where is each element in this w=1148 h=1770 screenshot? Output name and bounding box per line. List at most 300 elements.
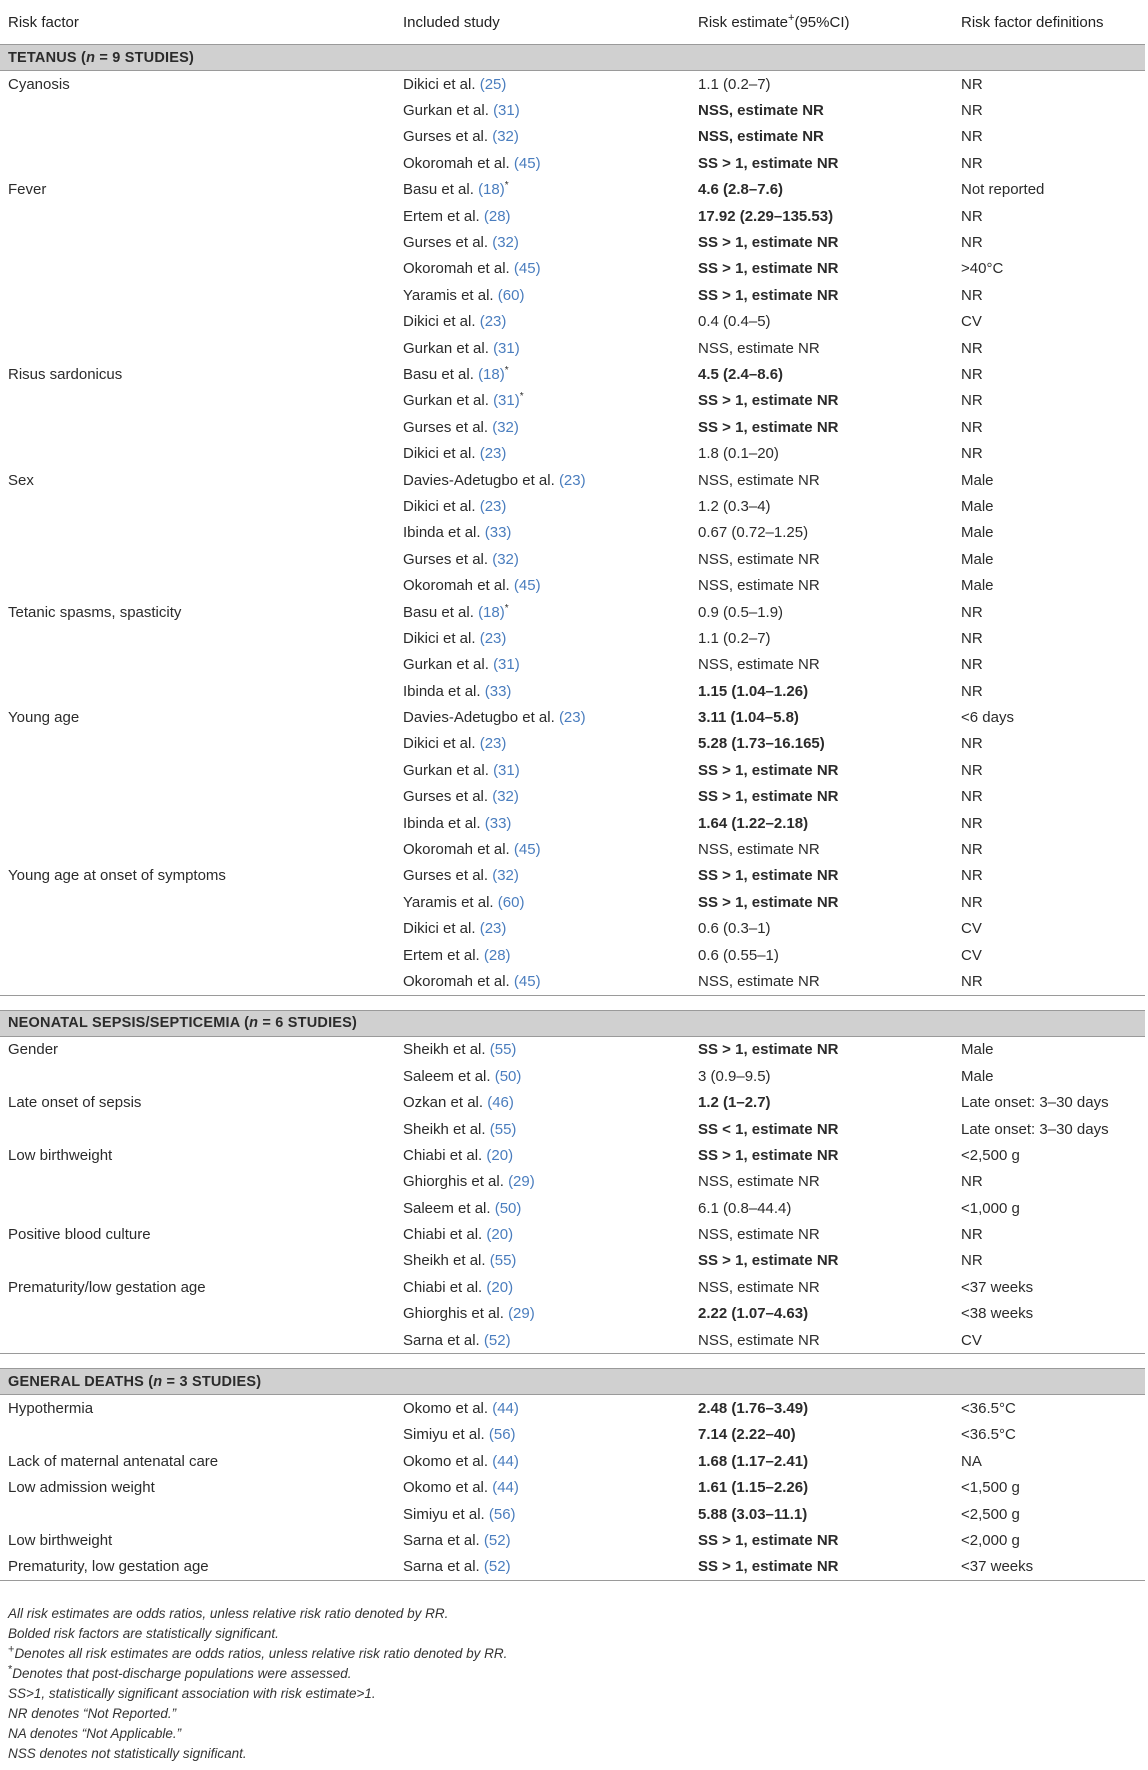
definition-cell: CV — [961, 920, 982, 938]
footnote-text: SS>1, statistically significant association with risk estimate>1. — [8, 1686, 376, 1701]
study-reference: (56) — [488, 1426, 516, 1444]
included-study-cell — [395, 388, 690, 414]
risk-factor-cell: Risus sardonicus — [8, 365, 123, 383]
study-reference: (45) — [513, 260, 541, 278]
included-study-cell — [395, 1527, 690, 1553]
definition-cell: NR — [961, 1173, 983, 1191]
included-study-cell — [395, 1248, 690, 1274]
study-reference: (56) — [488, 1505, 516, 1523]
included-study-cell — [395, 124, 690, 150]
risk-factor-cell — [0, 1248, 395, 1274]
study-reference: (60) — [497, 286, 525, 304]
included-study-cell — [395, 625, 690, 651]
risk-estimate-cell: NSS, estimate NR — [690, 968, 953, 995]
included-study-cell — [395, 863, 690, 889]
risk-factor-cell — [0, 546, 395, 572]
risk-estimate-cell: SS > 1, estimate NR — [698, 154, 839, 172]
risk-estimate-cell: 1.1 (0.2–7) — [698, 629, 771, 647]
risk-factor-cell — [0, 1116, 395, 1142]
study-name: Dikici et al. — [403, 920, 476, 938]
study-reference: (31) — [493, 339, 520, 357]
risk-factor-cell — [0, 388, 395, 414]
definition-cell: <37 weeks — [961, 1278, 1034, 1296]
risk-factor-cell — [0, 757, 395, 783]
study-reference: (52) — [483, 1558, 511, 1576]
footnote — [8, 1624, 1128, 1644]
included-study-cell — [395, 968, 690, 995]
included-study-cell — [395, 203, 690, 229]
risk-estimate-cell: SS > 1, estimate NR — [698, 418, 839, 436]
study-reference: (31) — [493, 761, 520, 779]
table-row — [0, 1142, 1145, 1168]
study-reference: (32) — [492, 128, 519, 146]
risk-estimate-cell: SS > 1, estimate NR — [698, 788, 839, 806]
study-name: Ibinda et al. — [403, 682, 481, 700]
definition-cell: Late onset: 3–30 days — [961, 1094, 1109, 1112]
risk-factor-cell — [0, 493, 395, 519]
study-name: Gurkan et al. — [403, 339, 489, 357]
risk-estimate-cell: 5.88 (3.03–11.1) — [698, 1505, 808, 1523]
definition-cell: NR — [961, 761, 983, 779]
definition-cell: NR — [961, 656, 983, 674]
included-study-cell — [395, 1475, 690, 1501]
risk-estimate-cell: NSS, estimate NR — [698, 102, 824, 120]
study-asterisk: * — [504, 364, 509, 376]
study-name: Gurses et al. — [403, 550, 489, 568]
risk-factor-cell — [0, 1422, 395, 1448]
risk-estimate-cell: NSS, estimate NR — [698, 656, 820, 674]
table-row — [0, 520, 1145, 546]
risk-factor-cell — [0, 150, 395, 176]
risk-factor-cell: Young age at onset of symptoms — [8, 867, 226, 885]
risk-estimate-cell: SS > 1, estimate NR — [698, 1146, 839, 1164]
risk-estimate-cell: 1.15 (1.04–1.26) — [698, 682, 809, 700]
table-row — [0, 1036, 1145, 1063]
table-row — [0, 1089, 1145, 1115]
risk-estimate-cell: 1.61 (1.15–2.26) — [698, 1479, 809, 1497]
risk-factor-cell — [0, 968, 395, 995]
section-label-italic: n — [249, 1015, 259, 1032]
included-study-cell — [395, 784, 690, 810]
table-row — [0, 1554, 1145, 1581]
included-study-cell — [395, 150, 690, 176]
definition-cell: NR — [961, 207, 983, 225]
included-study-cell — [395, 177, 690, 203]
definition-cell: NR — [961, 128, 983, 146]
definition-cell: Male — [961, 550, 994, 568]
study-name: Sheikh et al. — [403, 1252, 486, 1270]
definition-cell: <2,000 g — [961, 1532, 1020, 1549]
study-name: Okomo et al. — [403, 1400, 489, 1418]
definition-cell: <2,500 g — [961, 1505, 1020, 1523]
included-study-cell — [395, 229, 690, 255]
included-study-cell — [395, 836, 690, 862]
definition-cell: NR — [961, 1226, 983, 1244]
included-study-cell — [395, 414, 690, 440]
study-reference: (55) — [489, 1252, 517, 1270]
study-name: Sarna et al. — [403, 1331, 480, 1349]
study-name: Saleem et al. — [403, 1199, 491, 1217]
section-header-row — [0, 1010, 1145, 1036]
risk-estimate-cell: NSS, estimate NR — [698, 471, 820, 489]
risk-factor-cell — [0, 335, 395, 361]
included-study-cell — [395, 335, 690, 361]
included-study-cell — [395, 546, 690, 572]
study-reference: (23) — [479, 497, 507, 515]
footnote-text: Bolded risk factors are statistically significant. — [8, 1626, 279, 1641]
definition-cell: NR — [961, 629, 983, 647]
study-name: Ertem et al. — [403, 207, 480, 225]
definition-cell: <38 weeks — [961, 1305, 1034, 1323]
study-name: Chiabi et al. — [403, 1146, 483, 1164]
study-reference: (33) — [484, 682, 512, 700]
study-reference: (23) — [479, 629, 507, 647]
study-reference: (20) — [486, 1146, 514, 1164]
study-name: Ibinda et al. — [403, 524, 481, 542]
risk-estimate-cell: 5.28 (1.73–16.165) — [698, 735, 825, 753]
risk-factor-cell — [0, 1169, 395, 1195]
risk-factor-cell — [0, 652, 395, 678]
risk-estimate-cell: SS > 1, estimate NR — [698, 1532, 839, 1549]
study-reference: (44) — [492, 1452, 519, 1470]
study-name: Yaramis et al. — [403, 286, 494, 304]
risk-estimate-cell: SS > 1, estimate NR — [698, 392, 839, 410]
risk-estimate-cell: NSS, estimate NR — [698, 339, 820, 357]
footnote — [8, 1704, 1128, 1724]
table-row — [0, 1116, 1145, 1142]
table-row — [0, 1475, 1145, 1501]
study-reference: (31) — [493, 656, 520, 674]
risk-estimate-cell: NSS, estimate NR — [690, 1327, 953, 1354]
footnote-symbol: + — [8, 1643, 15, 1656]
included-study-cell — [395, 1501, 690, 1527]
header-included-study: Included study — [395, 0, 690, 45]
risk-factor-cell — [0, 836, 395, 862]
definition-cell: NR — [961, 339, 983, 357]
footnote-text: Denotes all risk estimates are odds ratios, unless relative risk ratio denoted by RR. — [14, 1646, 508, 1661]
risk-estimate-cell: SS > 1, estimate NR — [698, 286, 839, 304]
included-study-cell — [395, 256, 690, 282]
included-study-cell — [395, 71, 690, 98]
included-study-cell — [395, 440, 690, 466]
definition-cell: NR — [961, 392, 983, 410]
spacer-cell — [0, 995, 1145, 1010]
table-row — [0, 256, 1145, 282]
table-row — [0, 1195, 1145, 1221]
risk-estimate-cell: 0.6 (0.3–1) — [698, 920, 771, 938]
table-row — [0, 678, 1145, 704]
footnote — [8, 1724, 1128, 1744]
footnote-text: NSS denotes not statistically significant. — [8, 1746, 247, 1761]
table-row — [0, 309, 1145, 335]
included-study-cell — [395, 757, 690, 783]
definition-cell: NR — [961, 102, 983, 120]
definition-cell: CV — [953, 1327, 1145, 1354]
table-row — [0, 493, 1145, 519]
included-study-cell — [395, 1063, 690, 1089]
risk-factor-cell — [0, 124, 395, 150]
table-row — [0, 942, 1145, 968]
included-study-cell — [395, 572, 690, 598]
table-row — [0, 1274, 1145, 1300]
study-reference: (32) — [492, 234, 519, 252]
table-body — [0, 45, 1145, 1581]
risk-factor-cell: Low birthweight — [8, 1146, 113, 1164]
definition-cell: >40°C — [961, 260, 1004, 278]
risk-estimate-cell: 1.64 (1.22–2.18) — [698, 814, 809, 832]
risk-factor-cell — [0, 440, 395, 466]
table-row — [0, 757, 1145, 783]
study-name: Okomo et al. — [403, 1479, 489, 1497]
study-name: Simiyu et al. — [403, 1505, 485, 1523]
definition-cell: NR — [961, 893, 983, 911]
study-reference: (60) — [497, 893, 525, 911]
study-name: Sarna et al. — [403, 1532, 480, 1549]
study-name: Basu et al. — [403, 181, 474, 199]
definition-cell: NR — [961, 682, 983, 700]
study-name: Okoromah et al. — [403, 577, 510, 595]
study-reference: (29) — [508, 1305, 535, 1323]
table-row — [0, 414, 1145, 440]
section-label-rest: = 6 STUDIES) — [258, 1015, 358, 1032]
section-label-rest: = 9 STUDIES) — [95, 49, 195, 66]
included-study-cell — [395, 520, 690, 546]
study-name: Dikici et al. — [403, 445, 476, 463]
definition-cell: <1,500 g — [961, 1479, 1020, 1497]
included-study-cell — [395, 916, 690, 942]
risk-estimate-cell: 0.67 (0.72–1.25) — [698, 524, 809, 542]
included-study-cell — [395, 1274, 690, 1300]
study-reference: (45) — [513, 972, 541, 990]
included-study-cell — [395, 1089, 690, 1115]
footnote-text: NR denotes “Not Reported.” — [8, 1706, 177, 1721]
study-reference: (18) — [478, 365, 505, 383]
included-study-cell — [395, 467, 690, 493]
table-row — [0, 546, 1145, 572]
risk-estimate-cell: 3 (0.9–9.5) — [698, 1067, 771, 1085]
definition-cell: Male — [961, 1067, 994, 1085]
risk-factor-cell — [0, 889, 395, 915]
definition-cell: NR — [961, 788, 983, 806]
definition-cell: <36.5°C — [961, 1426, 1016, 1444]
risk-factor-cell — [0, 572, 395, 598]
study-reference: (32) — [492, 788, 519, 806]
risk-factor-cell — [0, 784, 395, 810]
table-row — [0, 124, 1145, 150]
risk-factor-cell: Gender — [8, 1041, 59, 1059]
risk-estimate-cell: NSS, estimate NR — [698, 1278, 820, 1296]
included-study-cell — [395, 1301, 690, 1327]
study-name: Gurses et al. — [403, 128, 489, 146]
risk-estimate-cell: NSS, estimate NR — [698, 577, 820, 595]
risk-estimate-cell: NSS, estimate NR — [698, 1226, 820, 1244]
table-row — [0, 335, 1145, 361]
risk-factor-cell — [0, 229, 395, 255]
risk-estimate-cell: NSS, estimate NR — [698, 1173, 820, 1191]
table-row — [0, 784, 1145, 810]
table-row — [0, 731, 1145, 757]
study-name: Davies-Adetugbo et al. — [403, 709, 555, 727]
definition-cell: <1,000 g — [961, 1199, 1020, 1217]
table-row — [0, 836, 1145, 862]
risk-estimate-cell: SS > 1, estimate NR — [698, 260, 839, 278]
risk-estimate-cell: SS > 1, estimate NR — [698, 234, 839, 252]
table-row — [0, 1301, 1145, 1327]
table-row — [0, 440, 1145, 466]
risk-factor-cell: Lack of maternal antenatal care — [8, 1452, 219, 1470]
table-row — [0, 1063, 1145, 1089]
risk-estimate-cell: NSS, estimate NR — [698, 550, 820, 568]
study-name: Ertem et al. — [403, 946, 480, 964]
study-reference: (31) — [493, 102, 520, 120]
definition-cell: Male — [961, 577, 994, 595]
risk-estimate-cell: SS > 1, estimate NR — [698, 1041, 839, 1059]
included-study-cell — [395, 1395, 690, 1422]
included-study-cell — [395, 1554, 690, 1581]
table-row — [0, 1501, 1145, 1527]
table-row — [0, 572, 1145, 598]
definition-cell: <6 days — [961, 709, 1014, 727]
section-header — [0, 1010, 1145, 1036]
study-name: Sarna et al. — [403, 1558, 480, 1576]
included-study-cell — [395, 1327, 690, 1354]
table-row — [0, 652, 1145, 678]
study-reference: (23) — [558, 471, 586, 489]
risk-factor-cell — [0, 1501, 395, 1527]
definition-cell: <36.5°C — [961, 1400, 1016, 1418]
header-risk-factor: Risk factor — [0, 0, 395, 45]
risk-factor-cell — [0, 309, 395, 335]
definition-cell: NR — [961, 154, 983, 172]
study-name: Ghiorghis et al. — [403, 1173, 504, 1191]
study-reference: (23) — [479, 445, 507, 463]
study-reference: (25) — [479, 75, 507, 93]
study-name: Sheikh et al. — [403, 1120, 486, 1138]
table-row — [0, 388, 1145, 414]
section-header — [0, 1369, 1145, 1395]
risk-estimate-cell: 1.68 (1.17–2.41) — [698, 1452, 809, 1470]
risk-estimate-cell: 17.92 (2.29–135.53) — [698, 207, 834, 225]
definition-cell: Not reported — [961, 181, 1045, 199]
table-row — [0, 361, 1145, 387]
footnote — [8, 1664, 1128, 1684]
risk-factor-cell: Sex — [8, 471, 34, 489]
section-header-row — [0, 45, 1145, 71]
study-reference: (18) — [478, 603, 505, 621]
study-name: Okoromah et al. — [403, 260, 510, 278]
study-reference: (31) — [493, 392, 520, 410]
study-name: Basu et al. — [403, 603, 474, 621]
included-study-cell — [395, 282, 690, 308]
study-reference: (50) — [494, 1199, 522, 1217]
section-spacer — [0, 995, 1145, 1010]
risk-factor-cell — [0, 678, 395, 704]
included-study-cell — [395, 1221, 690, 1247]
footnote — [8, 1604, 1128, 1624]
definition-cell: Male — [961, 497, 994, 515]
risk-factor-cell: Late onset of sepsis — [8, 1094, 142, 1112]
risk-estimate-cell: 3.11 (1.04–5.8) — [698, 709, 799, 727]
definition-cell: NR — [961, 286, 983, 304]
definition-cell: <2,500 g — [961, 1146, 1020, 1164]
risk-estimate-cell: SS > 1, estimate NR — [698, 867, 839, 885]
risk-estimate-cell: 2.22 (1.07–4.63) — [698, 1305, 809, 1323]
risk-factor-cell: Prematurity/low gestation age — [8, 1278, 206, 1296]
footnote-text: NA denotes “Not Applicable.” — [8, 1726, 182, 1741]
study-name: Davies-Adetugbo et al. — [403, 471, 555, 489]
risk-factor-cell — [0, 414, 395, 440]
risk-factor-cell: Prematurity, low gestation age — [0, 1554, 395, 1581]
included-study-cell — [395, 1448, 690, 1474]
risk-factor-cell — [0, 282, 395, 308]
section-header — [0, 45, 1145, 71]
study-name: Gurkan et al. — [403, 761, 489, 779]
header-risk-estimate-ci: (95%CI) — [794, 13, 850, 31]
study-name: Dikici et al. — [403, 629, 476, 647]
header-risk-estimate — [690, 0, 953, 45]
table-row — [0, 863, 1145, 889]
definition-cell: Male — [961, 524, 994, 542]
study-name: Saleem et al. — [403, 1067, 491, 1085]
definition-cell: NR — [961, 365, 983, 383]
risk-estimate-cell: NSS, estimate NR — [698, 841, 820, 859]
study-reference: (23) — [558, 709, 586, 727]
section-label-italic: n — [153, 1373, 163, 1390]
risk-estimate-cell: 1.8 (0.1–20) — [698, 445, 779, 463]
risk-factor-cell — [0, 203, 395, 229]
included-study-cell — [395, 1142, 690, 1168]
definition-cell: NR — [961, 867, 983, 885]
risk-factor-cell: Low birthweight — [8, 1532, 113, 1549]
section-label: GENERAL DEATHS ( — [8, 1373, 154, 1390]
included-study-cell — [395, 1422, 690, 1448]
definition-cell: NR — [961, 735, 983, 753]
study-reference: (32) — [492, 550, 519, 568]
study-name: Dikici et al. — [403, 735, 476, 753]
risk-estimate-cell: 0.4 (0.4–5) — [698, 313, 771, 331]
study-name: Ozkan et al. — [403, 1094, 484, 1112]
study-reference: (28) — [483, 207, 511, 225]
footnotes — [8, 1604, 1128, 1764]
definition-cell: NR — [953, 968, 1145, 995]
footnote — [8, 1644, 1128, 1664]
study-reference: (20) — [486, 1278, 514, 1296]
study-name: Gurkan et al. — [403, 656, 489, 674]
study-name: Gurses et al. — [403, 867, 489, 885]
risk-factor-cell: Cyanosis — [8, 75, 70, 93]
study-reference: (23) — [479, 313, 507, 331]
footnote — [8, 1684, 1128, 1704]
table-row — [0, 968, 1145, 995]
study-reference: (45) — [513, 841, 541, 859]
section-label-italic: n — [86, 49, 96, 66]
table-row — [0, 229, 1145, 255]
included-study-cell — [395, 599, 690, 625]
section-label: TETANUS ( — [8, 49, 87, 66]
study-reference: (55) — [489, 1120, 517, 1138]
included-study-cell — [395, 1116, 690, 1142]
footnote-text: All risk estimates are odds ratios, unless relative risk ratio denoted by RR. — [8, 1606, 449, 1621]
risk-factor-cell — [0, 810, 395, 836]
risk-estimate-cell: 0.6 (0.55–1) — [698, 946, 779, 964]
risk-factor-cell — [0, 1327, 395, 1354]
definition-cell: NA — [961, 1452, 982, 1470]
study-reference: (32) — [492, 867, 519, 885]
table-row — [0, 810, 1145, 836]
study-name: Dikici et al. — [403, 75, 476, 93]
study-name: Sheikh et al. — [403, 1041, 486, 1059]
study-reference: (45) — [513, 577, 541, 595]
